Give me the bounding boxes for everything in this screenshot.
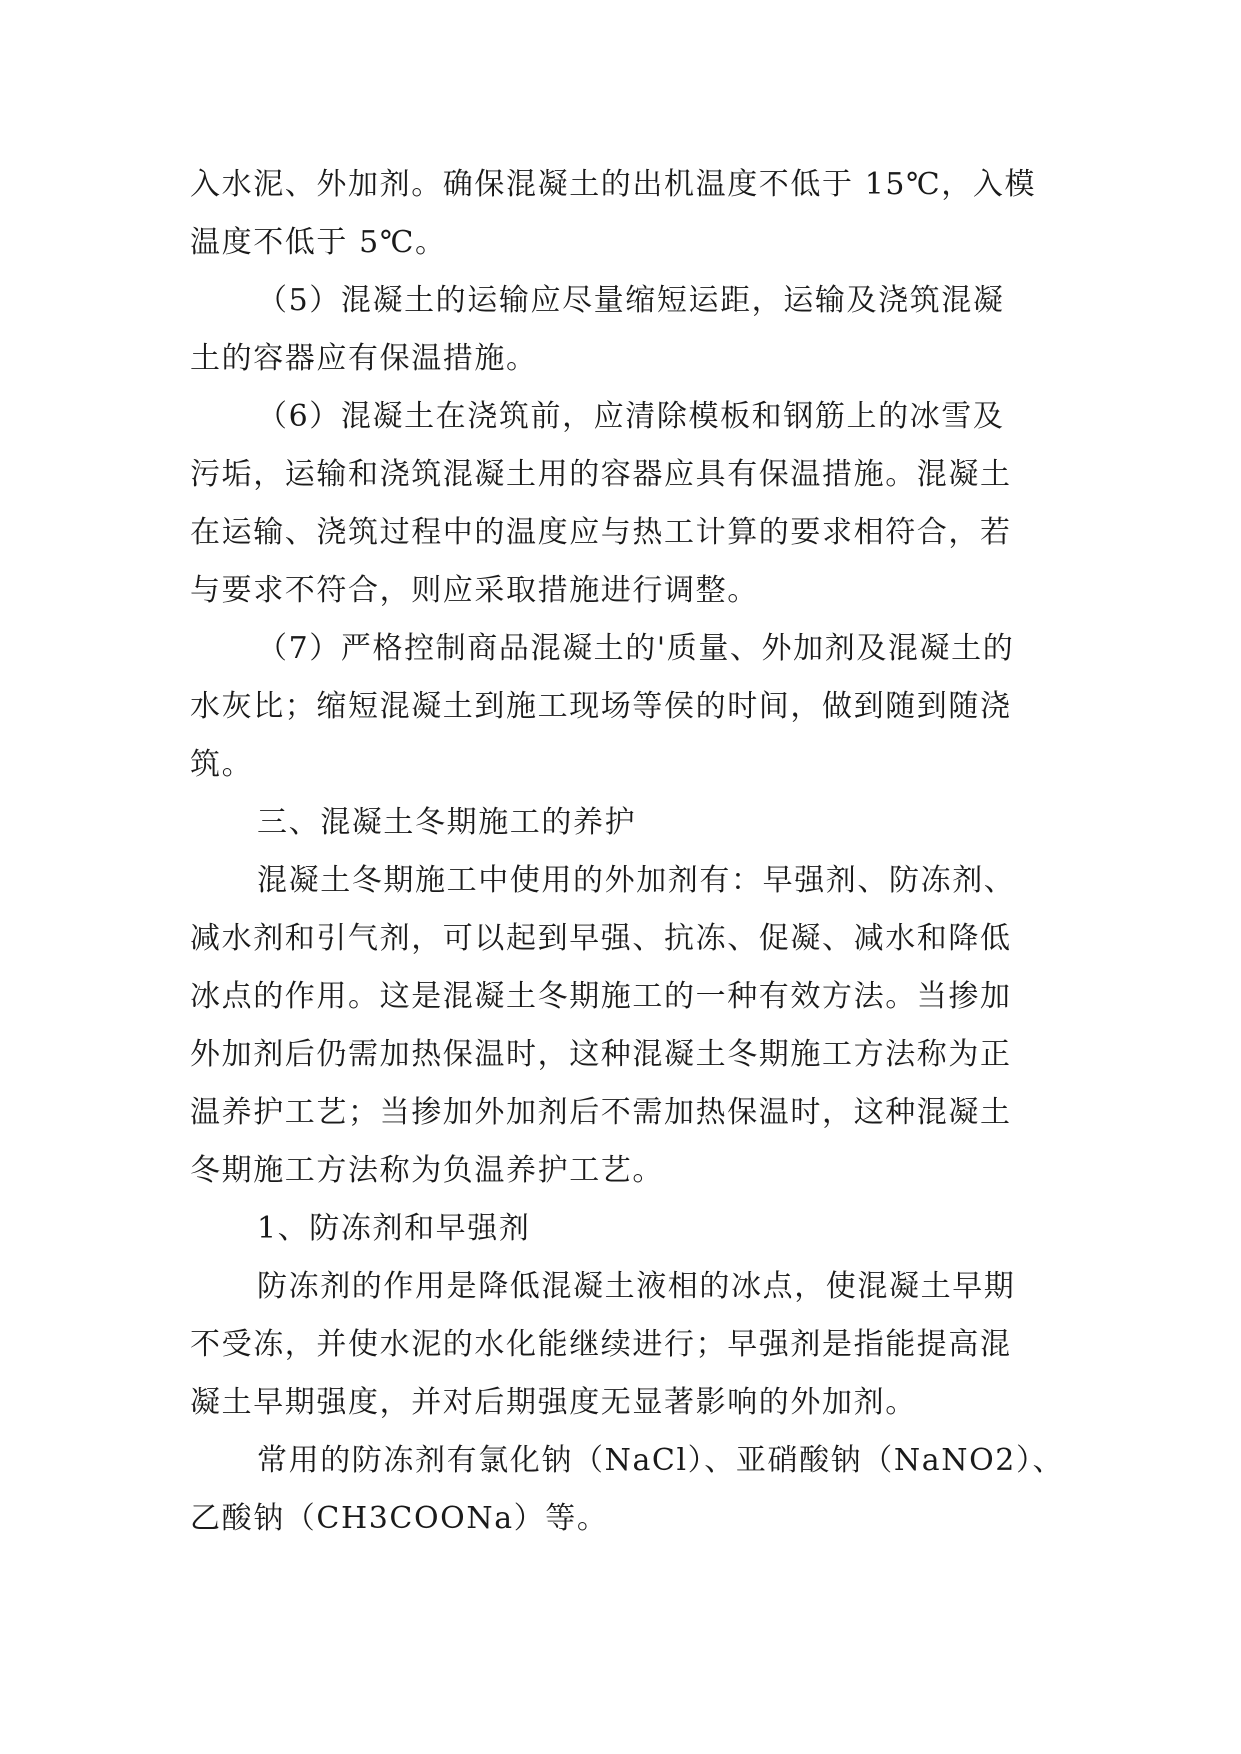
text-line: 冰点的作用。这是混凝土冬期施工的一种有效方法。当掺加 [190,979,1012,1014]
text-line: 土的容器应有保温措施。 [190,341,538,376]
text-line: 在运输、浇筑过程中的温度应与热工计算的要求相符合，若 [190,515,1012,550]
text-line: 筑。 [190,747,254,782]
paragraph-start-line: 混凝土冬期施工中使用的外加剂有：早强剂、防冻剂、 [257,863,1016,898]
text-line: 凝土早期强度，并对后期强度无显著影响的外加剂。 [190,1385,917,1420]
section-heading: 三、混凝土冬期施工的养护 [257,805,637,840]
text-line: 入水泥、外加剂。确保混凝土的出机温度不低于 15℃，入模 [190,167,1037,202]
text-line: 乙酸钠（CH3COONa）等。 [190,1501,609,1536]
text-line: 外加剂后仍需加热保温时，这种混凝土冬期施工方法称为正 [190,1037,1012,1072]
subsection-heading: 1、防冻剂和早强剂 [257,1211,531,1246]
text-line: 不受冻，并使水泥的水化能继续进行；早强剂是指能提高混 [190,1327,1012,1362]
paragraph-start-line: 防冻剂的作用是降低混凝土液相的冰点，使混凝土早期 [257,1269,1016,1304]
paragraph-start-line: （7）严格控制商品混凝土的'质量、外加剂及混凝土的 [257,631,1015,666]
text-line: 温养护工艺；当掺加外加剂后不需加热保温时，这种混凝土 [190,1095,1012,1130]
paragraph-start-line: （6）混凝土在浇筑前，应清除模板和钢筋上的冰雪及 [257,399,1005,434]
paragraph-start-line: 常用的防冻剂有氯化钠（NaCl）、亚硝酸钠（NaNO2）、 [257,1443,1065,1478]
text-line: 与要求不符合，则应采取措施进行调整。 [190,573,759,608]
text-line: 温度不低于 5℃。 [190,225,447,260]
text-line: 污垢，运输和浇筑混凝土用的容器应具有保温措施。混凝土 [190,457,1012,492]
text-line: 减水剂和引气剂，可以起到早强、抗冻、促凝、减水和降低 [190,921,1012,956]
text-line: 冬期施工方法称为负温养护工艺。 [190,1153,664,1188]
paragraph-start-line: （5）混凝土的运输应尽量缩短运距，运输及浇筑混凝 [257,283,1005,318]
text-line: 水灰比；缩短混凝土到施工现场等侯的时间，做到随到随浇 [190,689,1012,724]
